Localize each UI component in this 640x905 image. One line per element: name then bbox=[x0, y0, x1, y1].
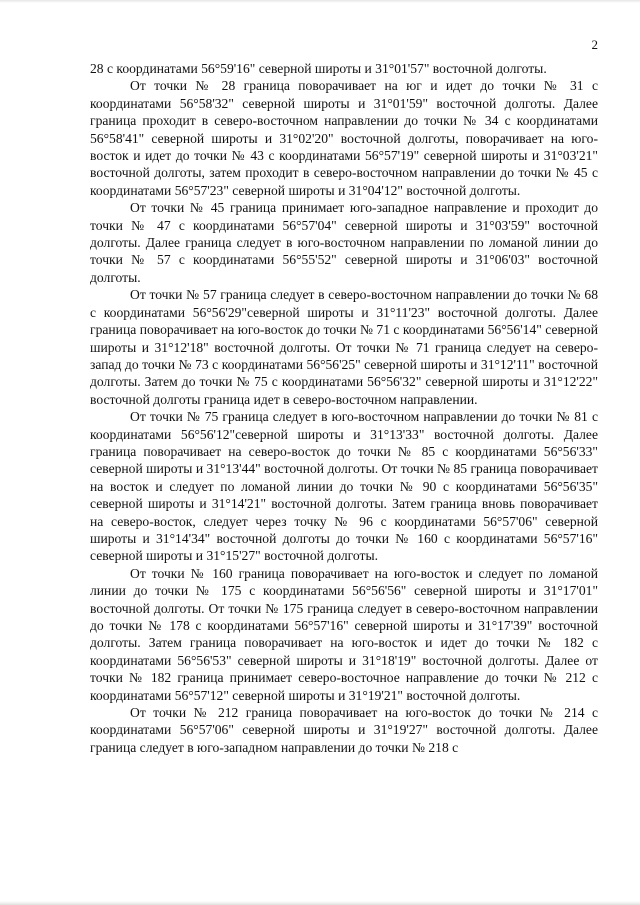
scan-bottom-edge bbox=[0, 901, 640, 905]
page-number: 2 bbox=[591, 37, 598, 52]
scan-top-edge bbox=[0, 0, 640, 3]
paragraph: От точки № 28 граница поворачивает на юг и идет до точки № 31 с координатами 56°58'32" северной широты и 31°01'59" восточной долготы. Далее граница проходит в северо-восточном направлении до точки № 34 с координатами 56°58'41" северной широты и 31°02'20" восточной долготы, поворачивает на юго-восток и идет до точки № 43 с координатами 56°57'19" северной широты и 31°03'21" восточной долготы, затем проходит в северо-восточном направлении до точки № 45 с координатами 56°57'23" северной широты и 31°04'12" восточной долготы. bbox=[90, 78, 598, 198]
paragraph: От точки № 75 граница следует в юго-восточном направлении до точки № 81 с координатами 56°56'12"северной широты и 31°13'33" восточной долготы. Далее граница поворачивает на северо-восток до точки № 85 с координатами 56°56'33" северной широты и 31°13'44" восточной долготы. От точки № 85 граница поворачивает на восток и следует по ломаной линии до точки № 90 с координатами 56°56'35" северной широты и 31°14'21" восточной долготы. Затем граница вновь поворачивает на северо-восток, следует через точку № 96 с координатами 56°57'06" северной широты и 31°14'34" восточной долготы до точки № 160 с координатами 56°57'16" северной широты и 31°15'27" восточной долготы. bbox=[90, 409, 598, 564]
document-body bbox=[90, 60, 598, 756]
paragraph: От точки № 45 граница принимает юго-западное направление и проходит до точки № 47 с координатами 56°57'04" северной широты и 31°03'59" восточной долготы. Далее граница следует в юго-восточном направлении по ломаной линии до точки № 57 с координатами 56°55'52" северной широты и 31°06'03" восточной долготы. bbox=[90, 200, 598, 285]
paragraph: От точки № 160 граница поворачивает на юго-восток и следует по ломаной линии до точки № 175 с координатами 56°56'56" северной широты и 31°17'01" восточной долготы. От точки № 175 граница следует в северо-восточном направлении до точки № 178 с координатами 56°57'16" северной широты и 31°17'39" восточной долготы. Затем граница поворачивает на юго-восток и идет до точки № 182 с координатами 56°56'53" северной широты и 31°18'19" восточной долготы. Далее от точки № 182 граница принимает северо-восточное направление до точки № 212 с координатами 56°57'12" северной широты и 31°19'21" восточной долготы. bbox=[90, 565, 598, 703]
paragraph: От точки № 57 граница следует в северо-восточном направлении до точки № 68 с координатами 56°56'29"северной широты и 31°11'23" восточной долготы. Далее граница поворачивает на юго-восток до точки № 71 с координатами 56°56'14" северной широты и 31°12'18" восточной долготы. От точки № 71 граница следует на северо-запад до точки № 73 с координатами 56°56'25" северной широты и 31°12'11" восточной долготы. Затем до точки № 75 с координатами 56°56'32" северной широты и 31°12'22" восточной долготы граница идет в северо-восточном направлении. bbox=[90, 287, 598, 407]
paragraph-continuation: 28 с координатами 56°59'16" северной широты и 31°01'57" восточной долготы. bbox=[90, 61, 547, 76]
paragraph: От точки № 212 граница поворачивает на юго-восток до точки № 214 с координатами 56°57'06" северной широты и 31°19'27" восточной долготы. Далее граница следует в юго-западном направлении до точки № 218 с bbox=[90, 705, 598, 755]
